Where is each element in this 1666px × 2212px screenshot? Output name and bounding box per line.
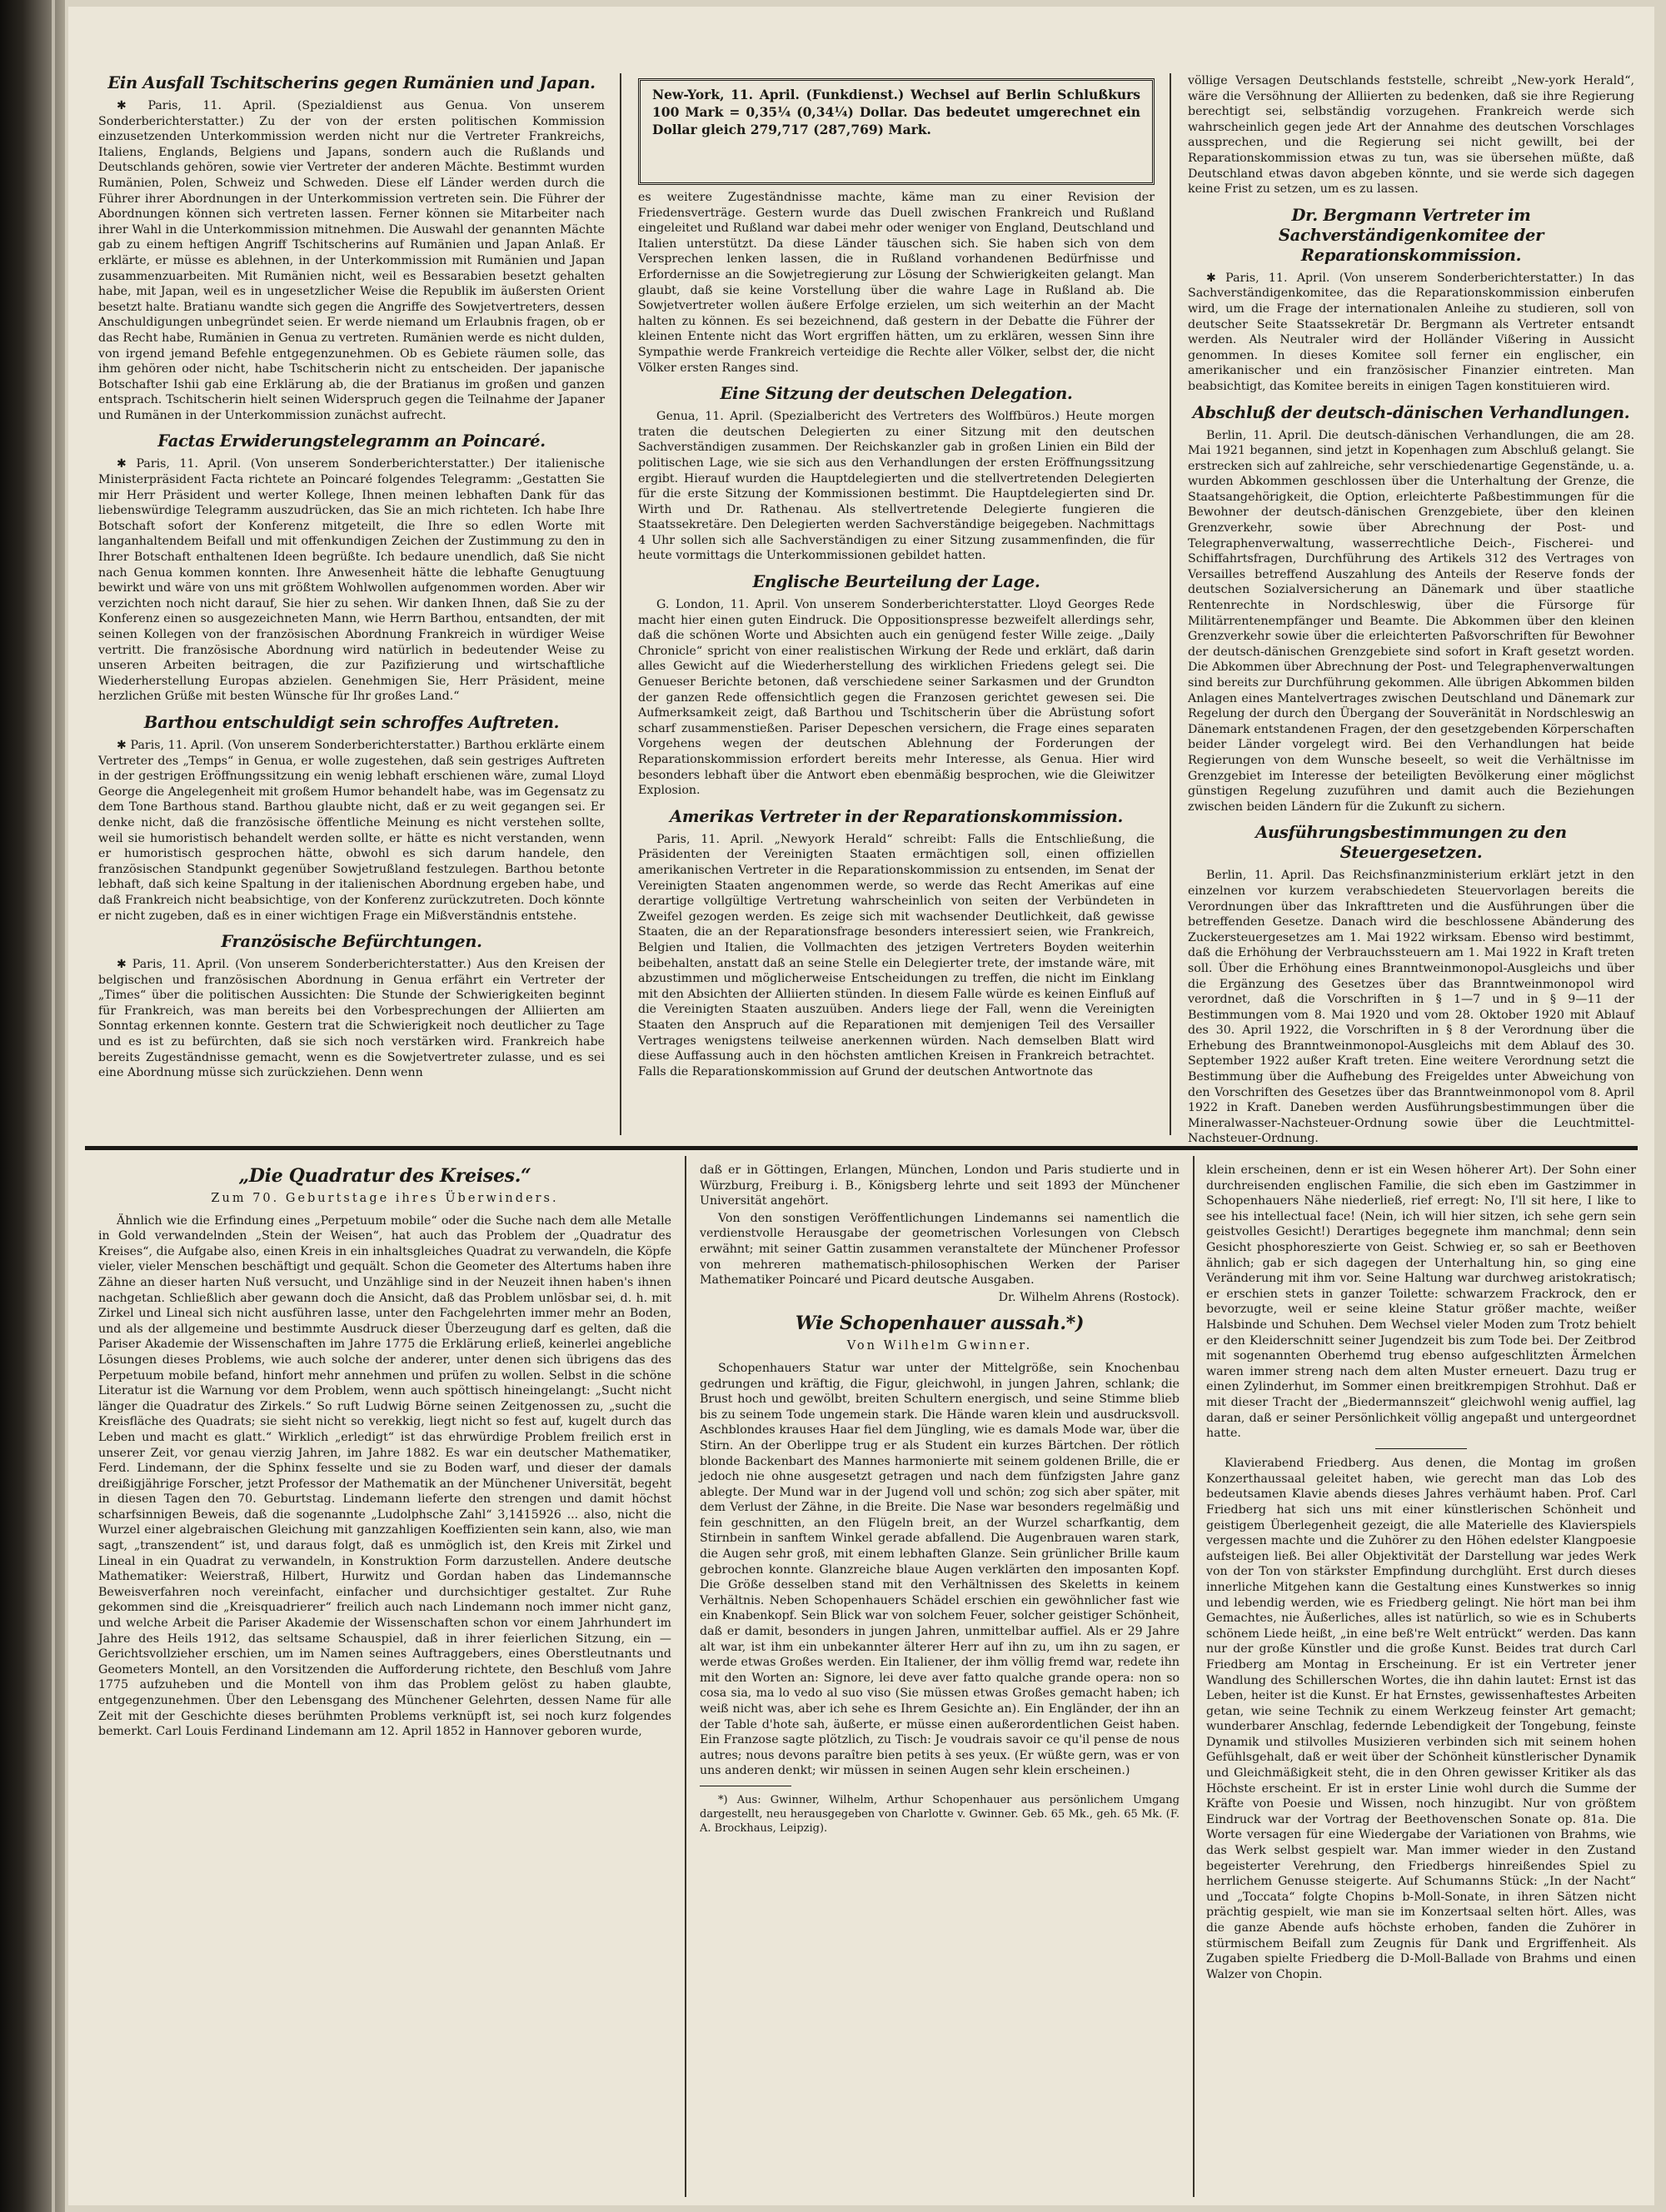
headline-barthou: Barthou entschuldigt sein schroffes Auftreten. — [143, 712, 560, 732]
author-signature-ahrens: Dr. Wilhelm Ahrens (Rostock). — [998, 1290, 1180, 1304]
headline-deutsch-daenisch: Abschluß der deutsch-dänischen Verhandlungen. — [1192, 402, 1630, 422]
article-steuergesetze: Berlin, 11. April. Das Reichsfinanzministerium erklärt jetzt in den einzelnen vor kurzem verabschiedeten Steuervorlagen bereits die Verordnungen über das Inkrafttreten und die Ausführungen über die betreffenden Gesetze. Danach wird die beschlossene Abänderung des Zuckersteuergesetzes am 1. Mai 1922 wirksam. Ebenso wird bestimmt, daß die Erhöhung der Verbrauchssteuern am 1. Mai 1922 in Kraft treten soll. Über die Erhöhung eines Branntweinmonopol-Ausgleichs und über die Ergänzung des Gesetzes über das Branntweinmonopol wird verordnet, daß die Vorschriften in § 1—7 und in § 9—11 der Bestimmungen vom 8. Mai 1920 und vom 28. Oktober 1920 mit Ablauf des 30. April 1922, die Vorschriften in § 8 der Verordnung über die Erhebung des Branntweinmonopol-Ausgleichs mit dem Ablauf des 30. September 1922 außer Kraft treten. Eine weitere Verordnung setzt die Bestimmung über die Aufhebung des Freigeldes unter Abweichung von den Vorschriften des Gesetzes über das Branntweinmonopol vom 8. April 1922 in Kraft. Daneben werden Ausführungsbestimmungen über die Mineralwasser-Nachsteuer-Ordnung sowie über die Leuchtmittel-Nachsteuer-Ordnung. — [1188, 869, 1634, 1146]
article-englische-beurteilung: G. London, 11. April. Von unserem Sonderberichterstatter. Lloyd Georges Rede macht hier einen guten Eindruck. Die Oppositionspresse bezweifelt allerdings sehr, daß die schönen Worte und Absichten auch ein genügend fester Wille zeige. „Daily Chronicle“ spricht von einer realistischen Wirkung der Rede und erklärt, daß darin alles Gewicht auf die Wiederherstellung des wirklichen Friedens gelegt sei. Die Genueser Berichte betonen, daß verschiedene seiner Sarkasmen und der Grundton der ganzen Rede offensichtlich gegen die Franzosen gerichtet gewesen sei. Die Aufmerksamkeit zeigt, daß Barthou und Tschitscherin über die Abrüstung sofort scharf zusammenstießen. Pariser Depeschen versichern, die Frage eines separaten Vorgehens wegen der deutschen Ablehnung der Forderungen der Reparationskommission erfordert bereits mehr Interesse, als Genua. Hier wird besonders lebhaft über die Antwort eben ebenmäßig besprochen, wie die Gleiwitzer Explosion. — [638, 598, 1155, 798]
feuilleton-column-2 — [700, 1163, 1180, 2195]
feuilleton-separator — [85, 1146, 1638, 1150]
article-schopenhauer-continued: klein erscheinen, denn er ist ein Wesen höherer Art). Der Sohn einer durchreisenden englischen Familie, die sich eben im Gastzimmer in Schopenhauers Nähe niederließ, rief erregt: No, I'll sit here, I like to see his intellectual face! (Nein, ich will hier sitzen, ich sehe gern sein geistvolles Gesicht!) Derartiges begegnete ihm manchmal; denn sein Gesicht phosphoreszierte von Geist. Schwieg er, so sah er Beethoven ähnlich; gab er sich dagegen der Unterhaltung hin, so ging eine Veränderung mit ihm vor. Seine Haltung war durchweg aristokratisch; er erschien stets in ganzer Toilette: schwarzem Frackrock, den er bevorzugte, weil er seine kleine Statur größer machte, weißer Halsbinde und Schuhen. Dem Wechsel vieler Moden zum Trotz behielt er den Kleiderschnitt seiner Jugendzeit bis zum Tode bei. Der Zeitbrod mit sogenannten Oberhemd trug ebenso aufgeschlitzten Ärmelchen waren immer streng nach dem alten Muster erneuert. Dazu trug er einen Zylinderhut, im Sommer einen breitkrempigen Strohhut. Daß er mit dieser Tracht der „Biedermannszeit“ gleichwohl wenig auffiel, lag daran, daß er seiner Persönlichkeit völlig angepaßt und untergeordnet hatte. — [1206, 1163, 1636, 1441]
column-1 — [98, 73, 605, 1135]
article-schopenhauer: Schopenhauers Statur war unter der Mittelgröße, sein Knochenbau gedrungen und kräftig, die Figur, gleichwohl, in jungen Jahren, schlank; die Brust hoch und gewölbt, breiten Schultern energisch, und seine Stimme blieb bis zu seinem Tode ungemein stark. Die Hände waren klein und ausdrucksvoll. Aschblondes krauses Haar fiel dem Jüngling, wie es damals Mode war, über die Stirn. An der Oberlippe trug er als Student ein kurzes Bärtchen. Der rötlich blonde Backenbart des Mannes harmonierte mit seinem goldenen Brille, die er jedoch nie ohne ausgesetzt getragen und nach dem fünfzigsten Jahre ganz ablegte. Der Mund war in der Jugend voll und schön; zog sich aber später, mit dem Verlust der Zähne, in die Breite. Die Nase war besonders regelmäßig und fein geschnitten, an den Flügeln breit, an der Wurzel scharfkantig, dem Stirnbein in sanftem Winkel gerade abfallend. Die Augenbrauen waren stark, die Augen sehr groß, mit einem lebhaften Glanze. Sein grünlicher Brille kaum gebrochen konnte. Glanzreiche blaue Augen verklärten den imposanten Kopf. Die Größe desselben stand mit den Verhältnissen des Skeletts in keinem Verhältnis. Neben Schopenhauers Schädel erschien ein gewöhnlicher fast wie ein Knabenkopf. Sein Blick war von solchem Feuer, solcher geistiger Schönheit, daß er damit, besonders in jungen Jahren, unmittelbar auffiel. Als er 29 Jahre alt war, ist ihm ein unbekannter älterer Herr auf ihn zu, um ihn zu sagen, er werde etwas Großes werden. Ein Italiener, der ihm völlig fremd war, redete ihn mit den Worten an: Signore, lei deve aver fatto qualche grande opera: non so cosa sia, ma lo vedo al suo viso (Sie müssen etwas Großes gemacht haben; ich weiß nicht was, aber ich sehe es Ihrem Gesichte an). Ein Engländer, der ihn an der Table d'hote sah, äußerte, er müsse einen außerordentlichen Geist haben. Ein Franzose sagte plötzlich, zu Tisch: Je voudrais savoir ce qu'il pense de nous autres; nous devons paraître bien petits à ses yeux. (Er wüßte gern, was er von uns anderen denkt; wir müssen in seinen Augen sehr klein erscheinen.) — [700, 1361, 1180, 1778]
headline-befuerchtungen: Französische Befürchtungen. — [221, 932, 482, 952]
feuilleton-divider-1 — [685, 1156, 686, 2197]
book-binding-edge — [0, 0, 65, 2212]
article-delegation: Genua, 11. April. (Spezialbericht des Vertreters des Wolffbüros.) Heute morgen traten die deutschen Delegierten zu einer Sitzung mit den deutschen Sachverständigen zusammen. Der Reichskanzler gab in großen Linien ein Bild der politischen Lage, wie sie sich aus den Verhandlungen der ersten Eröffnungssitzung ergibt. Hierauf wurden die Hauptdelegierten und die stellvertretenden Delegierten für die erste Sitzung der Kommissionen bestimmt. Die Hauptdelegierten sind Dr. Wirth und Dr. Rathenau. Als stellvertretende Delegierte fungieren die Staatssekretäre. Den Delegierten werden Sachverständige beigegeben. Nachmittags 4 Uhr sollen sich alle Sachverständigen zu einer Sitzung zusammenfinden, die für heute vormittags die Unterkommissionen gebildet hatten. — [638, 410, 1155, 563]
binding-page-edge — [52, 0, 55, 2212]
newspaper-page — [68, 7, 1654, 2205]
article-lindemann-publications: Von den sonstigen Veröffentlichungen Lindemanns sei namentlich die verdienstvolle Herausgabe der geometrischen Vorlesungen von Clebsch erwähnt; mit seiner Gattin zusammen veranstaltete der Münchener Professor von mehreren mathematisch-philosophischen Werken der Pariser Mathematiker Poincaré und Picard deutsche Ausgaben. — [700, 1211, 1180, 1288]
headline-quadratur: „Die Quadratur des Kreises.“ — [238, 1165, 531, 1187]
subheadline-quadratur: Zum 70. Geburtstage ihres Überwinders. — [211, 1192, 559, 1205]
article-newyork-herald-continued: völlige Versagen Deutschlands feststelle, schreibt „New-york Herald“, wäre die Versöhnung der Alliierten zu bedenken, daß sie ihre Regierung berechtigt sei, selbständig vorzugehen. Frankreich werde sich wahrscheinlich gegen jede Art der Annahme des deutschen Vorschlages aussprechen, und die Regierung sei nicht gewillt, bei der Reparationskommission etwas zu tun, was sie übersehen müßte, daß Deutschland etwas davon abgeben könnte, und sie werde sich dagegen keine Frist zu setzen, um es zu lassen. — [1188, 74, 1634, 197]
article-bergmann: ✱ Paris, 11. April. (Von unserem Sonderberichterstatter.) In das Sachverständigenkomitee, das die Reparationskommission einberufen wird, um die Frage der internationalen Anleihe zu studieren, soll von deutscher Seite Staatssekretär Dr. Bergmann als Vertreter entsandt werden. Als Neutraler wird der Holländer Vißering in Aussicht genommen. In dieses Komitee soll ferner ein englischer, ein amerikanischer und ein französischer Finanzier eintreten. Man beabsichtigt, das Komitee bereits in einigen Tagen konstituieren wird. — [1188, 271, 1634, 393]
footnote-rule — [700, 1786, 791, 1787]
feuilleton-column-1 — [98, 1163, 671, 2195]
headline-bergmann: Dr. Bergmann Vertreter im Sachverständigenkomitee der Reparationskommission. — [1278, 205, 1544, 265]
headline-amerikas-vertreter: Amerikas Vertreter in der Reparationskommission. — [670, 806, 1123, 826]
headline-englische-beurteilung: Englische Beurteilung der Lage. — [752, 572, 1040, 592]
article-deutsch-daenisch: Berlin, 11. April. Die deutsch-dänischen Verhandlungen, die am 28. Mai 1921 begannen, sind jetzt in Kopenhagen zum Abschluß gelangt. Sie erstrecken sich auf zahlreiche, sehr verschiedenartige Gegenstände, u. a. wurden Abkommen geschlossen über die Unterhaltung der Grenze, die Staatsangehörigkeit, die Option, erleichterte Paßbestimmungen für die Bewohner der deutsch-dänischen Grenzgebiete, über den kleinen Grenzverkehr, sowie über Abrechnung der Post- und Telegraphenverwaltung, wasserrechtliche Deich-, Fischerei- und Schiffahrtsfragen, Durchführung des Artikels 312 des Vertrages von Versailles betreffend Auszahlung des Anteils der Reserve fonds der deutschen Sozialversicherung an Dänemark und über staatliche Rentenrechte in Nordschleswig, über die Fürsorge für Militärrentenempfänger und Beamte. Die Abkommen über den kleinen Grenzverkehr sowie über die erleichterten Paßvorschriften für Bewohner der deutsch-dänischen Grenzgebiete sind sofort in Kraft gesetzt worden. Die Abkommen über Abrechnung der Post- und Telegraphenverwaltungen sind bereits zur Durchführung gekommen. Alle übrigen Abkommen bilden Anlagen eines Mantelvertrages zwischen Deutschland und Dänemark zur Regelung der durch den Übergang der Souveränität in Nordschleswig an Dänemark entstandenen Fragen, der den gesetzgebenden Körperschaften beider Länder vorgelegt wird. Bei den Verhandlungen hat beide Regierungen von dem Wunsche beseelt, so weit die Verhältnisse im Grenzgebiet im Interesse der beteiligten Bevölkerung einer möglichst günstigen Regelung zuzuführen und damit auch die Beziehungen zwischen beiden Ländern für die Zukunft zu sichern. — [1188, 428, 1634, 814]
article-barthou: ✱ Paris, 11. April. (Von unserem Sonderberichterstatter.) Barthou erklärte einem Vertreter des „Temps“ in Genua, er wolle zugestehen, daß sein gestriges Auftreten in der gestrigen Eröffnungssitzung ein wenig lebhaft erschienen wäre, zumal Lloyd George die Angelegenheit mit großem Humor behandelt habe, was im Gegensatz zu dem Tone Barthous stand. Barthou glaubte nicht, daß er zu weit gegangen sei. Er denke nicht, daß die französische öffentliche Meinung es nicht verstehen sollte, weil sie humoristisch behandelt werden sollte, er hätte es nicht verstanden, wenn er humoristisch gesprochen hätte, obwohl es sich darum handele, den französischen Standpunkt gegenüber Sowjetrußland festzulegen. Barthou betonte lebhaft, daß sich keine Spaltung in der italienischen Abordnung ergeben habe, und daß Frankreich nicht beabsichtige, von der Konferenz zurückzutreten. Doch könnte er nicht zugeben, daß es in einer wichtigen Frage ein Mißverständnis entstehe. — [98, 738, 605, 923]
article-quadratur: Ähnlich wie die Erfindung eines „Perpetuum mobile“ oder die Suche nach dem alle Metalle in Gold verwandelnden „Stein der Weisen“, hat auch das Problem der „Quadratur des Kreises“, die Aufgabe also, einen Kreis in ein inhaltsgleiches Quadrat zu verwandeln, die Köpfe vieler, vieler Menschen beschäftigt und gequält. Schon die Geometer des Altertums haben ihre Zähne an dieser harten Nuß versucht, und Unzählige sind in der Neuzeit ihnen haben's ihnen nachgetan. Schließlich aber gewann doch die Ansicht, daß das Problem unlösbar sei, d. h. mit Zirkel und Lineal sich nicht ausführen lasse, unter den Fachgelehrten immer mehr an Boden, und als der allgemeine und bestimmte Ausdruck dieser Überzeugung darf es gelten, daß die Pariser Akademie der Wissenschaften im Jahre 1775 die Erklärung erließ, keinerlei angebliche Lösungen dieses Problems, wie auch solche der anderer, unter denen sich übrigens das des Perpetuum mobile befand, hinfort mehr annehmen und prüfen zu wollen. Selbst in die schöne Literatur ist die Warnung vor dem Problem, wenn auch spöttisch hineingelangt: „Sucht nicht länger die Quadratur des Zirkels.“ So ruft Ludwig Börne seinen Zeitgenossen zu, „sucht die Kreisfläche des Quadrats; sie sieht nicht so verekkig, liegt nicht so fest auf, kugelt durch das Leben und macht es glatt.“ Wirklich „erledigt“ ist das ehrwürdige Problem freilich erst in unserer Zeit, vor genau vierzig Jahren, im Jahre 1882. Es war ein deutscher Mathematiker, Ferd. Lindemann, der die Sphinx fesselte und sie zu Boden warf, und dieser der damals dreißigjährige Forscher, jetzt Professor der Mathematik an der Münchener Universität, begeht in diesen Tagen den 70. Geburtstag. Lindemann lieferte den strengen und damit höchst scharfsinnigen Beweis, daß die sogenannte „Ludolphsche Zahl“ 3,1415926 ... also, nicht die Wurzel einer algebraischen Gleichung mit ganzzahligen Koeffizienten sein kann, also, wie man sagt, „transzendent“ ist, und daraus folgt, daß es unmöglich ist, den Kreis mit Zirkel und Lineal in ein Quadrat zu verwandeln, in Konstruktion Form darzustellen. Andere deutsche Mathematiker: Weierstraß, Hilbert, Hurwitz und Gordan haben das Lindemannsche Beweisverfahren noch vereinfacht, einfacher und durchsichtiger gestaltet. Zur Ruhe gekommen sind die „Kreisquadrierer“ freilich auch nach Lindemann noch immer nicht ganz, und welche Arbeit die Pariser Akademie der Wissenschaften schon vor einem Jahrhundert im Jahre des Heils 1912, das seltsame Schauspiel, daß in ihrer feierlichen Sitzung, ein — Gerichtsvollzieher erschien, um im Namen seines Auftraggebers, eines Oberstleutnants und Geometers Montell, an den Vorsitzenden die Aufforderung richtete, den Beschluß vom Jahre 1775 aufzuheben und die Montell von ihm das Problem gelöst zu haben glaubte, entgegenzunehmen. Über den Lebensgang des Münchener Gelehrten, dessen Name für alle Zeit mit der Geschichte dieses berühmten Problems verknüpft ist, sei noch kurz folgendes bemerkt. Carl Louis Ferdinand Lindemann am 12. April 1852 in Hannover geboren wurde, — [98, 1213, 671, 1739]
footnote-gwinner: *) Aus: Gwinner, Wilhelm, Arthur Schopenhauer aus persönlichem Umgang dargestellt, neu herausgegeben von Charlotte v. Gwinner. Geb. 65 Mk., geh. 65 Mk. (F. A. Brockhaus, Leipzig). — [700, 1794, 1180, 1836]
article-revision-continued: es weitere Zugeständnisse machte, käme man zu einer Revision der Friedensverträge. Gestern wurde das Duell zwischen Frankreich und Rußland eingeleitet und Rußland war dabei mehr oder weniger von England, Deutschland und Italien unterstützt. Da diese Länder täuschen sich. Sie haben sich von dem Versprechen lenken lassen, die in Rußland vorhandenen Bedürfnisse und Erfordernisse an die Sowjetregierung zur Lösung der Schwierigkeiten gelangt. Man glaubt, daß sie keine Vorstellung über die wahre Lage in Rußland ab. Die Sowjetvertreter wollen äußere Erfolge erzielen, um sich weiterhin an der Macht halten zu können. Es sei bezeichnend, daß gestern in der Debatte die Führer der kleinen Entente nicht das Wort ergriffen hätten, um zu erklären, wessen Sinn ihre Sympathie werde Frankreich verteidige die Rechte aller Völker, selbst der, die nicht Völker ersten Ranges sind. — [638, 191, 1155, 375]
headline-schopenhauer: Wie Schopenhauer aussah.*) — [795, 1313, 1085, 1335]
headline-tschitscherin: Ein Ausfall Tschitscherins gegen Rumänien und Japan. — [107, 73, 596, 92]
byline-gwinner: Von Wilhelm Gwinner. — [846, 1339, 1033, 1353]
column-2 — [638, 190, 1155, 1135]
headline-steuergesetze: Ausführungsbestimmungen zu den Steuergesetzen. — [1255, 823, 1567, 863]
exchange-rate-text: New-York, 11. April. (Funkdienst.) Wechsel auf Berlin Schlußkurs 100 Mark = 0,35¼ (0,34¼) Dollar. Das bedeutet umgerechnet ein Dollar gleich 279,717 (287,769) Mark. — [652, 87, 1140, 137]
article-quadratur-continued: daß er in Göttingen, Erlangen, München, London und Paris studierte und in Würzburg, Freiburg i. B., Königsberg lehrte und seit 1893 der Münchener Universität angehört. — [700, 1163, 1180, 1208]
article-amerikas-vertreter: Paris, 11. April. „Newyork Herald“ schreibt: Falls die Entschließung, die Präsidenten der Vereinigten Staaten ermächtigen soll, einen offiziellen amerikanischen Vertreter in die Reparationskommission zu entsenden, im Senat der Vereinigten Staaten angenommen werde, so werde das Recht Amerikas auf eine derartige vollgültige Vertretung wahrscheinlich von seiten der Verbündeten in Zweifel gezogen werden. Es zeige sich mit wachsender Deutlichkeit, daß gewisse Staaten, die an der Reparationsfrage besonders interessiert seien, wie Frankreich, Belgien und Italien, die Vollmachten des jetzigen Vertreters Boyden weiterhin beibehalten, anstatt daß an seine Stelle ein Delegierter trete, der imstande wäre, mit abzustimmen und möglicherweise Entscheidungen zu treffen, die nicht im Einklang mit den Absichten der Alliierten stünden. In diesem Falle würde es keinen Einfluß auf die Vereinigten Staaten auszuüben. Anders liege der Fall, wenn die Vereinigten Staaten den Anspruch auf die Reparationen mit demjenigen Teil des Versailler Vertrages wenigstens teilweise anerkennen würden. Nach demselben Blatt wird diese Auffassung auch in den höchsten amtlichen Kreisen in Frankreich betrachtet. Falls die Reparationskommission auf Grund der deutschen Antwortnote das — [638, 832, 1155, 1079]
column-divider-2 — [1170, 73, 1171, 1135]
article-befuerchtungen: ✱ Paris, 11. April. (Von unserem Sonderberichterstatter.) Aus den Kreisen der belgischen und französischen Abordnung in Genua erfährt ein Vertreter der „Times“ über die politischen Aussichten: Die Stunde der Schwierigkeiten beginnt für Frankreich, was man bereits bei den Vorbesprechungen der Alliierten am Sonntag erkennen konnte. Gestern trat die Schwierigkeit noch deutlicher zu Tage und es ist zu befürchten, daß sie sich noch verstärken wird. Frankreich habe bereits Zugeständnisse gemacht, wenn es die Sowjetvertreter zulasse, und es sei eine Abordnung müsse sich zurückziehen. Denn wenn — [98, 958, 605, 1080]
section-rule — [1375, 1448, 1467, 1450]
feuilleton-column-3 — [1206, 1163, 1636, 2195]
article-tschitscherin: ✱ Paris, 11. April. (Spezialdienst aus Genua. Von unserem Sonderberichterstatter.) Zu der von der ersten politischen Kommission einzusetzenden Unterkommission werden nicht nur die Vertreter Frankreichs, Italiens, Englands, Belgiens und Japans, sondern auch die Rußlands und Deutschlands gehören, sowie vier Vertreter der anderen Mächte. Bestimmt wurden Rumänien, Polen, Schweiz und Schweden. Diese elf Länder werden durch die Führer ihrer Abordnungen in der Unterkommission vertreten sein. Die Führer der Abordnungen können sich vertreten lassen. Ferner können sie Mitarbeiter nach ihrer Wahl in die Unterkommission mitnehmen. Die Auswahl der genannten Mächte gab zu einem heftigen Angriff Tschitscherins auf Rumänien und Japan Anlaß. Er erklärte, er müsse es ablehnen, in der Unterkommission mit Rumänien und Japan zusammenzuarbeiten. Mit Rumänien nicht, weil es Bessarabien besetzt gehalten habe, mit Japan, weil es in ungesetzlicher Weise die Republik im äußersten Orient besetzt halte. Bratianu wandte sich gegen die Angriffe des Sowjetvertreters, dessen Anschuldigungen unbegründet seien. Er werde niemand um Erlaubnis fragen, ob er das Recht habe, Rumänien in Genua zu vertreten. Rumänien werde es nicht dulden, von irgend jemand Befehle entgegenzunehmen. Ob es Gebiete räumen solle, das ihm gehören oder nicht, habe Tschitscherin nicht zu entscheiden. Der japanische Botschafter Ishii gab eine Erklärung ab, die der Bratianus im großen und ganzen entsprach. Tschitscherin hielt seinen Widerspruch gegen die Teilnahme der Japaner und Rumänen in der Unterkommission zunächst aufrecht. — [98, 99, 605, 422]
article-klavierabend-friedberg: Klavierabend Friedberg. Aus denen, die Montag im großen Konzerthaussaal geleitet haben, wie gerecht man das Lob des bedeutsamen Klavie abends dieses Jahres verhäumt haben. Prof. Carl Friedberg hat sich uns mit einer künstlerischen Schönheit und geistigem Überlegenheit gezeigt, die alle Materielle des Klavierspiels vergessen machte und die Zuhörer zu den Höhen edelster Klangpoesie aufsteigen ließ. Bei aller Objektivität der Darstellung war jedes Werk von der Ton von stärkster Empfindung durchglüht. Erst durch dieses innerliche Mitgehen kann die Gestaltung eines Kunstwerkes so innig und lebendig werden, wie es Friedberg gelingt. Nie hört man bei ihm Gemachtes, nie Äußerliches, alles ist natürlich, so wie es in Schuberts schönem Liede heißt, „in eine beß're Welt entrückt“ werden. Das kann nur der große Künstler und die große Kunst. Beides trat durch Carl Friedberg am Montag in Erscheinung. Er ist ein Vertreter jener Wandlung des Schillerschen Wortes, die ihn dahin lautet: Ernst ist das Leben, heiter ist die Kunst. Er hat Ernstes, gewissenhaftestes Arbeiten getan, wie seine Technik zu einem Werkzeug feinster Art gemacht; wunderbarer Anschlag, federnde Lebendigkeit der Tongebung, feinste Dynamik und stilvolles Musizieren verbinden sich mit seinem hohen Gefühlsgehalt, daß er weit über der Schönheit künstlerischer Dynamik und Gleichmäßigkeit steht, die in den Ohren gewisser Kritiker als das Höchste erscheint. Er ist in erster Linie wohl durch die Summe der Kräfte von Poesie und Wissen, noch hinzugibt. Nur von größtem Eindruck war der Vortrag der Beethovenschen Sonate op. 81a. Die Worte versagen für eine Wiedergabe der Variationen von Brahms, wie das Werk selbst gespielt war. Man immer wieder in den Zustand begeisterter Verehrung, den Friedbergs hinreißendes Spiel zu herrlichem Genusse steigerte. Auf Schumanns Stück: „In der Nacht“ und „Toccata“ folgte Chopins b-Moll-Sonate, in ihren Sätzen nicht prächtig gespielt, wie man sie im Konzertsaal selten hört. Alles, was die ganze Abende aufs höchste erhoben, fanden die Zuhörer in stürmischem Beifall zum Zeugnis für Dank und Ergriffenheit. Als Zugaben spielte Friedberg die D-Moll-Ballade von Brahms und einen Walzer von Chopin. — [1206, 1457, 1636, 1981]
column-divider-1 — [620, 73, 621, 1135]
article-facta: ✱ Paris, 11. April. (Von unserem Sonderberichterstatter.) Der italienische Ministerpräsident Facta richtete an Poincaré folgendes Telegramm: „Gestatten Sie mir Herr Präsident und werter Kollege, Ihnen meinen lebhaften Dank für das liebenswürdige Telegramm auszudrücken, das Sie an mich richteten. Ich habe Ihre Botschaft sofort der Konferenz mitgeteilt, die Ihre so edlen Worte mit langanhaltendem Beifall und mit offenkundigen Zeichen der Zustimmung zu den in Ihrer Botschaft enthaltenen Ideen begrüßte. Ich bedaure unendlich, daß Sie nicht nach Genua kommen konnten. Ihre Anwesenheit hätte die lebhafte Genugtuung bewirkt und wäre von uns mit größtem Wohlwollen aufgenommen worden. Aber wir verzichten noch nicht darauf, Sie hier zu sehen. Wir danken Ihnen, daß Sie zu der Konferenz einen so ausgezeichneten Mann, wie Herrn Barthou, entsandten, der mit seinen Kollegen von der französischen Abordnung Frankreich in würdiger Weise vertritt. Die französische Abordnung wird natürlich in bedeutender Weise zu unseren Arbeiten beitragen, die zur Pazifizierung und wirtschaftliche Wiederherstellung Europas abzielen. Genehmigen Sie, Herr Präsident, meine herzlichen Grüße mit besten Wünsche für Ihr großes Land.“ — [98, 457, 605, 704]
column-3 — [1188, 73, 1634, 1146]
headline-facta: Factas Erwiderungstelegramm an Poincaré. — [157, 431, 546, 451]
exchange-rate-box — [638, 78, 1155, 185]
feuilleton-divider-2 — [1193, 1156, 1195, 2197]
headline-delegation: Eine Sitzung der deutschen Delegation. — [720, 384, 1073, 404]
